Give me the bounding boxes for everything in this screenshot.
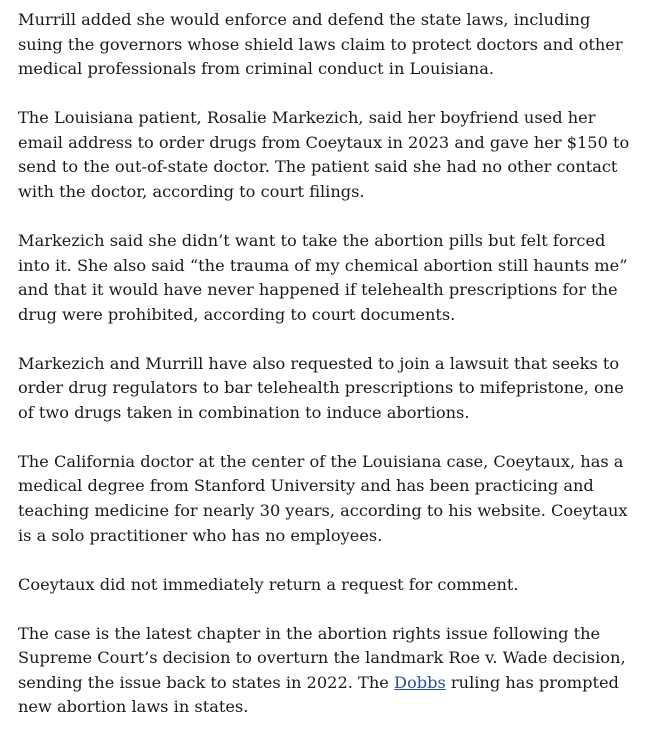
paragraph-lawsuit: Markezich and Murrill have also requested to join a lawsuit that seeks to order drug regulators to bar telehealth prescriptions to mifepristone, one of two drugs taken in combination to induce abortions. [18,353,624,422]
paragraph-dobbs [18,622,633,720]
dobbs-link[interactable]: Dobbs [394,672,446,692]
paragraph-dobbs-before: The case is the latest chapter in the abortion rights issue following the Supreme Court’s decision to overturn the landmark Roe v. Wade decision, sending the issue back to states in 2022. The [18,623,626,692]
paragraph-shield-laws: Murrill added she would enforce and defend the state laws, including suing the governors whose shield laws claim to protect doctors and other medical professionals from criminal conduct in Louisiana. [18,10,623,79]
paragraph-dobbs-after: ruling has prompted new abortion laws in states. [18,672,619,717]
paragraph-patient: The Louisiana patient, Rosalie Markezich, said her boyfriend used her email address to order drugs from Coeytaux in 2023 and gave her $150 to send to the out-of-state doctor. The patient said she had no other contact with the doctor, according to court filings. [18,108,630,201]
paragraph-doctor: The California doctor at the center of the Louisiana case, Coeytaux, has a medical degree from Stanford University and has been practicing and teaching medicine for nearly 30 years, according to his website. Coeytaux is a solo practitioner who has no employees. [18,451,628,545]
paragraph-comment: Coeytaux did not immediately return a request for comment. [18,574,519,594]
paragraph-trauma: Markezich said she didn’t want to take the abortion pills but felt forced into it. She also said “the trauma of my chemical abortion still haunts me” and that it would have never happened if telehealth prescriptions for the drug were prohibited, according to court documents. [18,230,628,324]
